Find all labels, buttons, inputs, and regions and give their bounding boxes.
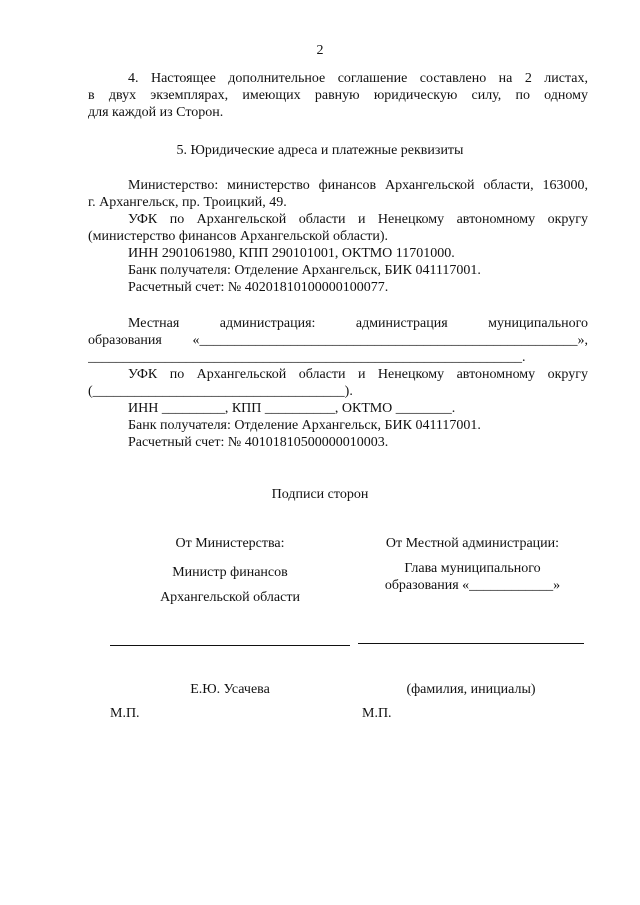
ministry-line-6: Банк получателя: Отделение Архангельск, БИК 041117001. xyxy=(128,263,481,278)
local-admin-requisites xyxy=(88,315,588,451)
ministry-line-3: УФК по Архангельской области и Ненецкому автономному округу xyxy=(128,212,588,227)
right-signature-line xyxy=(358,643,584,644)
page-number: 2 xyxy=(316,43,324,58)
left-role-1: Министр финансов xyxy=(172,565,288,580)
local-admin-line-2 xyxy=(88,332,588,349)
right-from: От Местной администрации: xyxy=(385,536,560,551)
signature-left-block xyxy=(110,535,350,606)
ministry-line-1: Министерство: министерство финансов Архангельской области, 163000, xyxy=(128,178,588,193)
clause-4-line-3: для каждой из Сторон. xyxy=(88,105,224,120)
local-admin-line-2-blank: «______________________________________________________», xyxy=(192,333,588,348)
clause-4 xyxy=(88,70,588,121)
clause-4-line-1: 4. Настоящее дополнительное соглашение составлено на 2 листах, xyxy=(128,71,588,86)
local-admin-line-2-label: образования xyxy=(88,333,162,348)
local-admin-line-1: Местная администрация: администрация муниципального xyxy=(128,316,588,331)
left-from: От Министерства: xyxy=(175,536,285,551)
clause-5-title: 5. Юридические адреса и платежные реквизиты xyxy=(176,143,464,158)
local-admin-line-4: УФК по Архангельской области и Ненецкому автономному округу xyxy=(128,367,588,382)
right-signer-name: (фамилия, инициалы) xyxy=(406,682,536,697)
left-signature-line xyxy=(110,645,350,646)
right-seal-mark: М.П. xyxy=(362,706,392,721)
right-role-2: образования «____________» xyxy=(384,578,561,593)
left-role-2: Архангельской области xyxy=(160,590,300,605)
local-admin-line-3: ______________________________________________________________. xyxy=(88,350,526,365)
ministry-line-5: ИНН 2901061980, КПП 290101001, ОКТМО 11701000. xyxy=(128,246,455,261)
local-admin-line-6: ИНН _________, КПП __________, ОКТМО ________. xyxy=(128,401,456,416)
ministry-line-4: (министерство финансов Архангельской области). xyxy=(88,229,389,244)
ministry-requisites xyxy=(88,177,588,296)
clause-4-line-2: в двух экземплярах, имеющих равную юридическую силу, по одному xyxy=(88,88,588,103)
left-seal-mark: М.П. xyxy=(110,706,140,721)
left-signer-name: Е.Ю. Усачева xyxy=(190,682,270,697)
signatures-title: Подписи сторон xyxy=(271,487,369,502)
local-admin-line-7: Банк получателя: Отделение Архангельск, БИК 041117001. xyxy=(128,418,481,433)
right-role-1: Глава муниципального xyxy=(404,561,541,576)
local-admin-line-5: (____________________________________). xyxy=(88,384,353,399)
ministry-line-7: Расчетный счет: № 40201810100000100077. xyxy=(128,280,389,295)
ministry-line-2: г. Архангельск, пр. Троицкий, 49. xyxy=(88,195,287,210)
signature-right-block xyxy=(355,535,590,594)
local-admin-line-8: Расчетный счет: № 40101810500000010003. xyxy=(128,435,389,450)
